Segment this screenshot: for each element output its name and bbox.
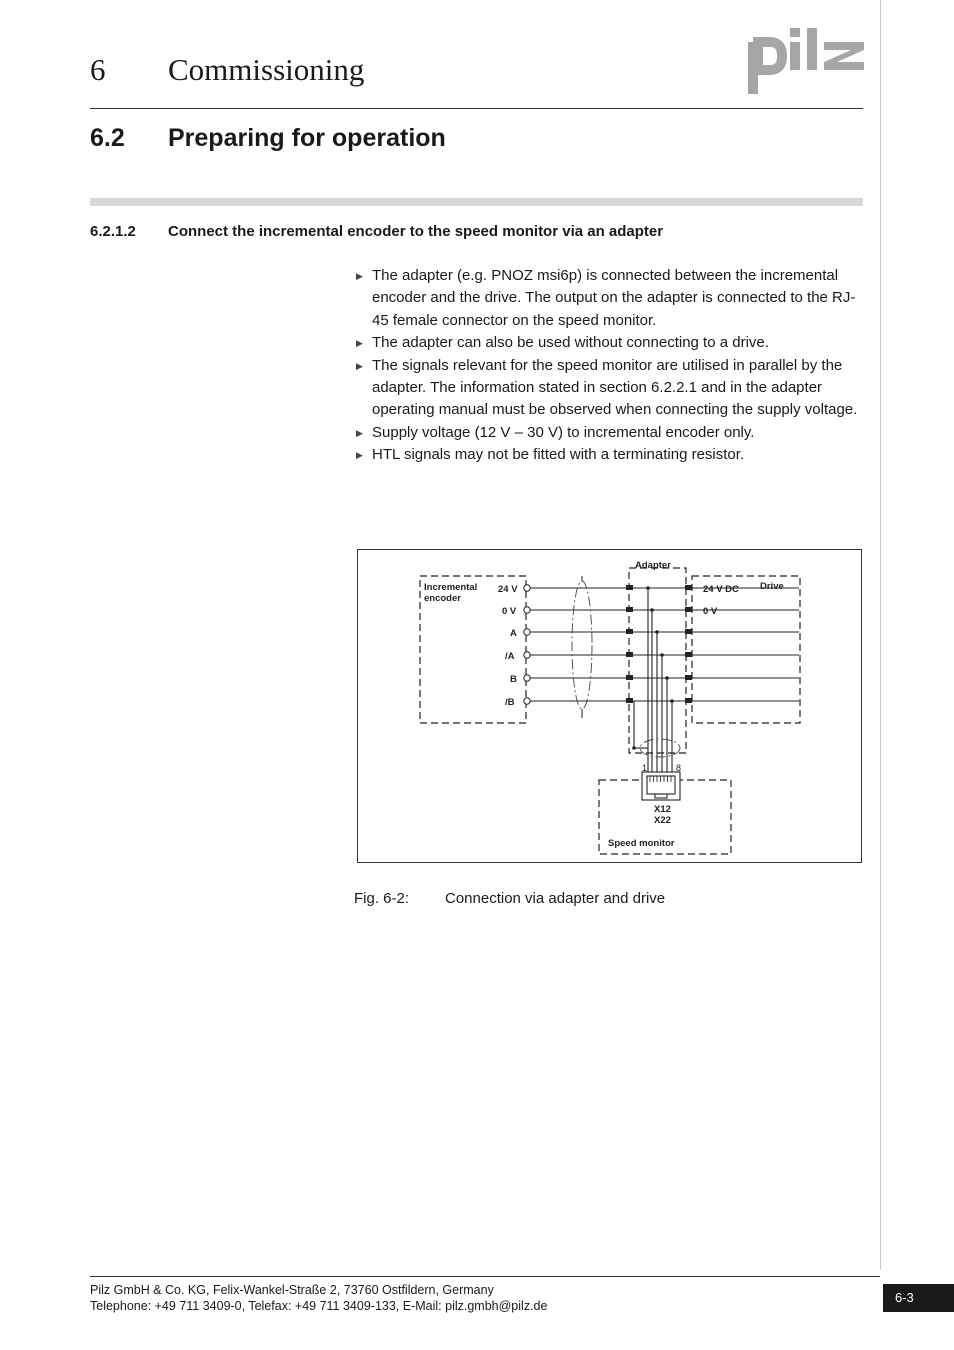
list-item-text: The signals relevant for the speed monitor are utilised in parallel by the adapter. The information stated in section 6.2.2.1 and in the adapter operating manual must be observed when connecting the supply voltage. bbox=[372, 356, 858, 419]
connector-label: X22 bbox=[654, 815, 671, 826]
list-item bbox=[354, 332, 864, 354]
subsection-number: 6.2.1.2 bbox=[90, 223, 136, 240]
signal-label: 24 V bbox=[498, 584, 518, 595]
triangle-right-icon: ▶ bbox=[356, 338, 363, 349]
list-item bbox=[354, 265, 864, 332]
chapter-number: 6 bbox=[90, 52, 106, 87]
margin-rule bbox=[880, 0, 881, 1270]
encoder-label: Incremental bbox=[424, 582, 478, 593]
drive-signal-label: 24 V DC bbox=[703, 584, 739, 595]
page-number: 6-3 bbox=[883, 1284, 954, 1312]
subsection-title: Connect the incremental encoder to the speed monitor via an adapter bbox=[168, 223, 664, 240]
connector-label: X12 bbox=[654, 804, 671, 815]
section-title: Preparing for operation bbox=[168, 124, 446, 152]
section-divider bbox=[90, 198, 863, 206]
adapter-label: Adapter bbox=[635, 560, 671, 571]
drive-signal-label: 0 V bbox=[703, 606, 718, 617]
section-number: 6.2 bbox=[90, 124, 125, 152]
list-item bbox=[354, 422, 864, 444]
instruction-list bbox=[354, 265, 864, 467]
signal-label: /B bbox=[505, 697, 515, 708]
figure-label: Fig. 6-2: bbox=[354, 890, 410, 907]
wiring-diagram-frame bbox=[357, 549, 862, 863]
signal-label: A bbox=[510, 628, 517, 639]
encoder-label-2: encoder bbox=[424, 593, 461, 604]
footer-contact: Telephone: +49 711 3409-0, Telefax: +49 711 3409-133, E-Mail: pilz.gmbh@pilz.de bbox=[90, 1299, 548, 1313]
list-item-text: HTL signals may not be fitted with a terminating resistor. bbox=[372, 446, 745, 464]
list-item-text: Supply voltage (12 V – 30 V) to incremental encoder only. bbox=[372, 423, 755, 441]
speed-monitor-label: Speed monitor bbox=[608, 838, 675, 849]
footer-address: Pilz GmbH & Co. KG, Felix-Wankel-Straße 2, 73760 Ostfildern, Germany bbox=[90, 1283, 494, 1297]
list-item-text: The adapter can also be used without connecting to a drive. bbox=[372, 334, 769, 352]
list-item bbox=[354, 444, 864, 466]
signal-label: 0 V bbox=[502, 606, 517, 617]
signal-label: B bbox=[510, 674, 517, 685]
list-item-text: The adapter (e.g. PNOZ msi6p) is connected between the incremental encoder and the drive. The output on the adapter is connected to the RJ-45 female connector on the speed monitor. bbox=[372, 267, 856, 329]
wiring-diagram bbox=[358, 550, 861, 862]
figure-caption: Connection via adapter and drive bbox=[445, 890, 666, 907]
list-item bbox=[354, 355, 864, 422]
pilz-logo bbox=[748, 28, 866, 94]
triangle-right-icon: ▶ bbox=[356, 360, 363, 371]
rj45-connector-icon bbox=[642, 772, 680, 800]
pin-label: 8 bbox=[676, 763, 682, 773]
footer-rule bbox=[90, 1276, 880, 1277]
triangle-right-icon: ▶ bbox=[356, 450, 363, 461]
header-rule bbox=[90, 108, 863, 109]
triangle-right-icon: ▶ bbox=[356, 427, 363, 438]
triangle-right-icon: ▶ bbox=[356, 271, 363, 281]
chapter-title: Commissioning bbox=[168, 52, 365, 87]
signal-label: /A bbox=[505, 651, 515, 662]
pin-label: 1 bbox=[642, 763, 648, 773]
drive-label: Drive bbox=[760, 581, 784, 592]
